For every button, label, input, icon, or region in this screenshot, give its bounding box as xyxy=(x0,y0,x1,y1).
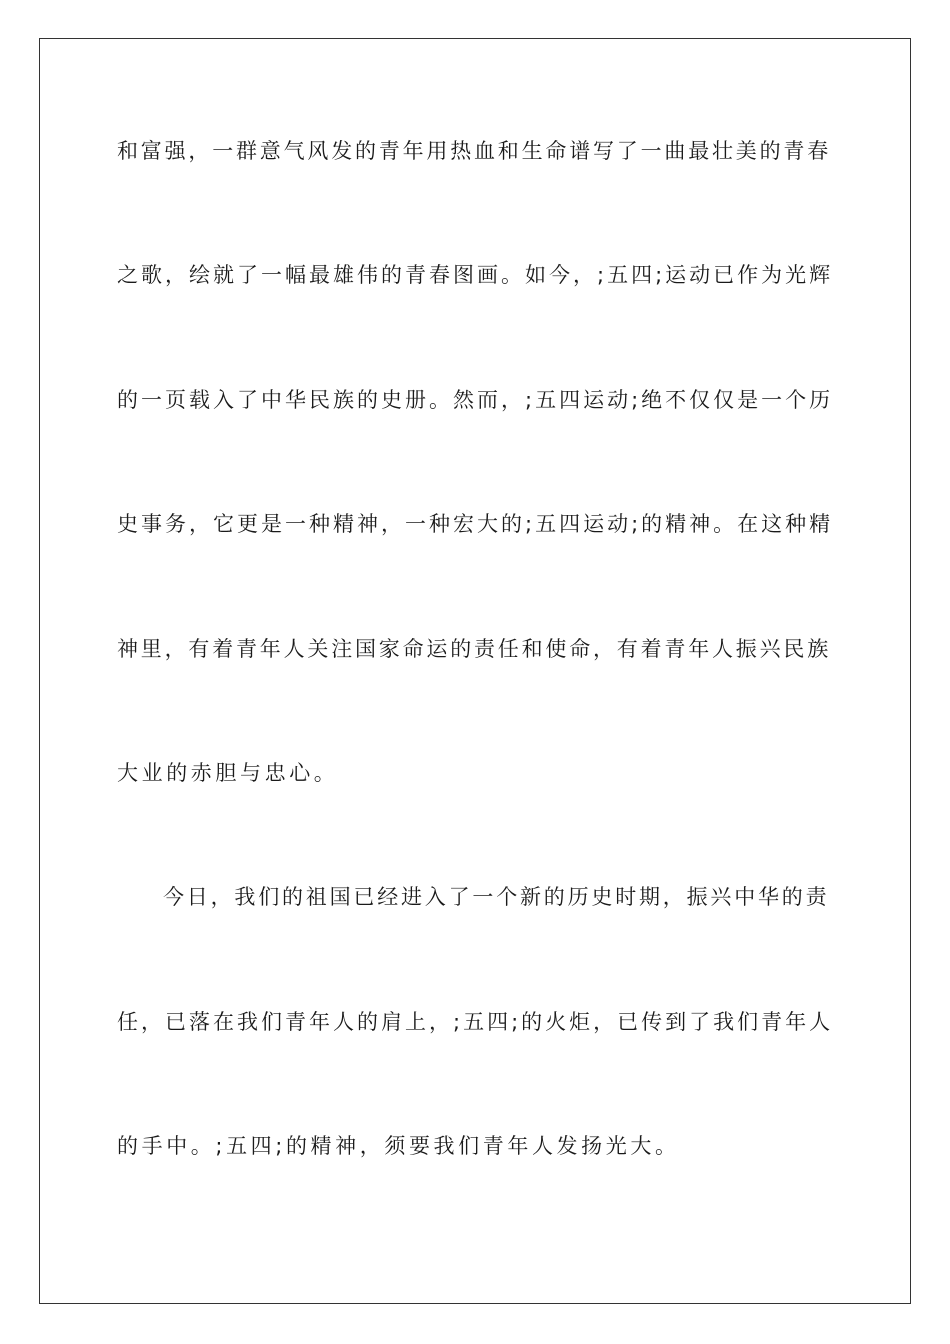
paragraph-1-line-4: 史事务，它更是一种精神，一种宏大的;五四运动;的精神。在这种精 xyxy=(117,512,834,536)
paragraph-1-line-3: 的一页载入了中华民族的史册。然而，;五四运动;绝不仅仅是一个历 xyxy=(117,388,834,412)
paragraph-1-line-5: 神里，有着青年人关注国家命运的责任和使命，有着青年人振兴民族 xyxy=(117,637,831,661)
paragraph-2-line-3: 的手中。;五四;的精神，须要我们青年人发扬光大。 xyxy=(117,1134,680,1158)
paragraph-2-line-1: 今日，我们的祖国已经进入了一个新的历史时期，振兴中华的责 xyxy=(163,885,830,909)
page-border xyxy=(39,38,911,1304)
paragraph-1-line-2: 之歌，绘就了一幅最雄伟的青春图画。如今，;五四;运动已作为光辉 xyxy=(117,263,834,287)
paragraph-2-line-2: 任，已落在我们青年人的肩上，;五四;的火炬，已传到了我们青年人 xyxy=(117,1010,834,1034)
paragraph-1-line-6: 大业的赤胆与忠心。 xyxy=(117,761,339,785)
paragraph-1-line-1: 和富强，一群意气风发的青年用热血和生命谱写了一曲最壮美的青春 xyxy=(117,139,831,163)
